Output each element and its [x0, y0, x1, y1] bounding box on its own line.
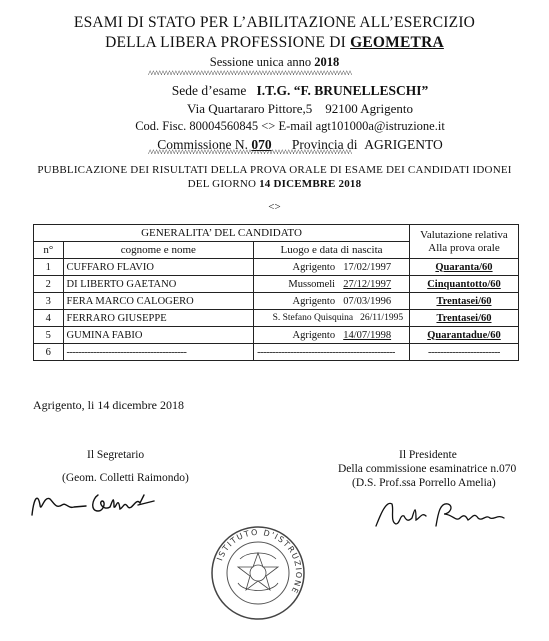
grade: Trentasei/60 [409, 293, 518, 310]
birth-info: Agrigento 14/07/1998 [254, 327, 410, 344]
commission-line: Commissione N. 070 Provincia di AGRIGENTO [157, 137, 443, 152]
row-number: 6 [34, 344, 64, 361]
results-table [33, 224, 519, 361]
table-row [34, 344, 519, 361]
fiscal-code-email: Cod. Fisc. 80004560845 <> E-mail agt101000a@istruzione.it [135, 119, 445, 133]
svg-text:ISTITUTO D'ISTRUZIONE: ISTITUTO D'ISTRUZIONE [215, 527, 304, 596]
birth-info: Agrigento 17/02/1997 [254, 259, 410, 276]
secretary-name: (Geom. Colletti Raimondo) [62, 472, 189, 484]
row-number: 5 [34, 327, 64, 344]
publication-date: DEL GIORNO 14 DICEMBRE 2018 [187, 178, 362, 190]
profession-title: DELLA LIBERA PROFESSIONE DI GEOMETRA [105, 34, 444, 51]
grade: Quarantadue/60 [409, 327, 518, 344]
row-number: 4 [34, 310, 64, 327]
candidate-group-header: GENERALITA’ DEL CANDIDATO [34, 225, 410, 242]
row-number: 1 [34, 259, 64, 276]
candidate-name: FERA MARCO CALOGERO [63, 293, 254, 310]
place-and-date: Agrigento, li 14 dicembre 2018 [33, 398, 184, 412]
candidate-name: CUFFARO FLAVIO [63, 259, 254, 276]
president-signature [370, 496, 520, 532]
table-row [34, 310, 519, 327]
grade: ------------------------ [409, 344, 518, 361]
table-row [34, 327, 519, 344]
col-birth-header: Luogo e data di nascita [254, 242, 410, 259]
decorative-separator: ^^^^^^^^^^^^^^^^^^^^^^^^^^^^^^^^^^^^^^^^^^^^^^^^^^^^^^^^^^^^^^^ [148, 69, 352, 79]
table-row [34, 293, 519, 310]
commission-number: 070 [251, 137, 272, 152]
session-line: Sessione unica anno 2018 [209, 55, 340, 69]
col-name-header: cognome e nome [63, 242, 254, 259]
grade: Trentasei/60 [409, 310, 518, 327]
school-name: I.T.G. “F. BRUNELLESCHI” [256, 83, 429, 98]
grade: Cinquantotto/60 [409, 276, 518, 293]
publication-title: PUBBLICAZIONE DEI RISULTATI DELLA PROVA ORALE DI ESAME DEI CANDIDATI IDONEI [37, 164, 512, 176]
exam-title: ESAMI DI STATO PER L’ABILITAZIONE ALL’ESERCIZIO [73, 14, 476, 31]
school-address: Via Quartararo Pittore,5 92100 Agrigento [187, 101, 413, 116]
candidate-name: DI LIBERTO GAETANO [63, 276, 254, 293]
president-name: (D.S. Prof.ssa Porrello Amelia) [352, 477, 496, 489]
table-row [34, 259, 519, 276]
birth-info: S. Stefano Quisquina 26/11/1995 [254, 310, 410, 327]
grade-header: Valutazione relativa Alla prova orale [409, 225, 518, 259]
birth-info: Mussomeli 27/12/1997 [254, 276, 410, 293]
exam-seat: Sede d’esame I.T.G. “F. BRUNELLESCHI” [171, 83, 429, 98]
row-number: 2 [34, 276, 64, 293]
diamond-separator: <> [268, 201, 281, 213]
candidate-name: FERRARO GIUSEPPE [63, 310, 254, 327]
president-commission: Della commissione esaminatrice n.070 [338, 463, 517, 475]
secretary-title: Il Segretario [87, 449, 145, 461]
row-number: 3 [34, 293, 64, 310]
president-title: Il Presidente [399, 449, 457, 461]
birth-info: ---------------------------------------------- [254, 344, 410, 361]
table-row [34, 276, 519, 293]
grade: Quaranta/60 [409, 259, 518, 276]
birth-info: Agrigento 07/03/1996 [254, 293, 410, 310]
secretary-signature [28, 487, 168, 521]
candidate-name: ---------------------------------------- [63, 344, 254, 361]
decorative-separator-2: ^^^^^^^^^^^^^^^^^^^^^^^^^^^^^^^^^^^^^^^^^^^^^^^^^^^^^^^^^^^^^^^ [148, 148, 352, 158]
candidate-name: GUMINA FABIO [63, 327, 254, 344]
col-number-header: n° [34, 242, 64, 259]
profession-name: GEOMETRA [350, 34, 444, 51]
official-stamp [208, 523, 308, 623]
